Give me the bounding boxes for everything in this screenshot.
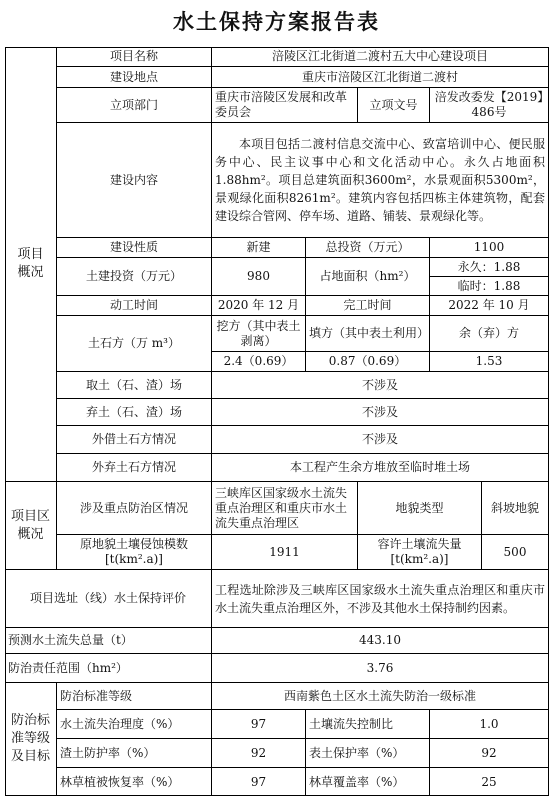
eval-label: 项目选址（线）水土保持评价 — [5, 570, 212, 628]
start-value: 2020 年 12 月 — [212, 296, 306, 316]
dept-label: 立项部门 — [57, 88, 212, 123]
t1-value: 97 — [212, 710, 306, 739]
content-value: 本项目包括二渡村信息交流中心、致富培训中心、便民服务中心、民主议事中心和文化活动中心。永久占地面积1.88hm²。项目总建筑面积3600m²，水景观面积5300m²，景观绿化面积8261m²。建筑内容包括四栋主体建筑物，配套建设综合管网、停车场、道路、铺装、景观绿化等。 — [212, 123, 549, 238]
fill-value: 0.87（0.69） — [306, 352, 430, 372]
ext-spoil-value: 本工程产生余方堆放至临时堆土场 — [212, 454, 549, 482]
eval-value: 工程选址除涉及三峡库区国家级水土流失重点治理区和重庆市水土流失重点治理区外，不涉及其他水土保持制约因素。 — [212, 570, 549, 628]
allow-label: 容许土壤流失量[t(km².a)] — [358, 535, 482, 570]
content-label: 建设内容 — [57, 123, 212, 238]
section-standard: 防治标准等级及目标 — [5, 683, 57, 796]
erosion-label: 原地貌土壤侵蚀模数[t(km².a)] — [57, 535, 212, 570]
key-zone-label: 涉及重点防治区情况 — [57, 482, 212, 535]
nature-label: 建设性质 — [57, 238, 212, 258]
landform-label: 地貌类型 — [358, 482, 482, 535]
landform-value: 斜坡地貌 — [482, 482, 549, 535]
ext-spoil-label: 外弃土石方情况 — [57, 454, 212, 482]
temp-area: 临时：1.88 — [430, 277, 549, 296]
dept-value: 重庆市涪陵区发展和改革委员会 — [212, 88, 358, 123]
t5-label: 林草植被恢复率（%） — [57, 768, 212, 796]
invest-label: 总投资（万元） — [306, 238, 430, 258]
end-value: 2022 年 10 月 — [430, 296, 549, 316]
t6-label: 林草覆盖率（%） — [306, 768, 430, 796]
t6-value: 25 — [430, 768, 549, 796]
section-area: 项目区概况 — [5, 482, 57, 570]
t5-value: 97 — [212, 768, 306, 796]
std-level-value: 西南紫色土区水土流失防治一级标准 — [212, 683, 549, 710]
allow-value: 500 — [482, 535, 549, 570]
key-zone-value: 三峡库区国家级水土流失重点治理区和重庆市水土流失重点治理区 — [212, 482, 358, 535]
pred-label: 预测水土流失总量（t） — [5, 628, 212, 654]
project-name-label: 项目名称 — [57, 47, 212, 67]
resp-value: 3.76 — [212, 654, 549, 683]
nature-value: 新建 — [212, 238, 306, 258]
ext-borrow-value: 不涉及 — [212, 426, 549, 454]
perm-area: 永久：1.88 — [430, 258, 549, 277]
borrow-value: 不涉及 — [212, 372, 549, 399]
invest-value: 1100 — [430, 238, 549, 258]
cut-label: 挖方（其中表土剥离） — [212, 316, 306, 352]
location-label: 建设地点 — [57, 67, 212, 88]
end-label: 完工时间 — [306, 296, 430, 316]
t3-label: 渣土防护率（%） — [57, 739, 212, 768]
std-level-label: 防治标准等级 — [57, 683, 212, 710]
t2-value: 1.0 — [430, 710, 549, 739]
t4-value: 92 — [430, 739, 549, 768]
location-value: 重庆市涪陵区江北街道二渡村 — [212, 67, 549, 88]
t4-label: 表土保护率（%） — [306, 739, 430, 768]
civil-label: 土建投资（万元） — [57, 258, 212, 296]
ext-borrow-label: 外借土石方情况 — [57, 426, 212, 454]
waste-value: 1.53 — [430, 352, 549, 372]
waste-label: 余（弃）方 — [430, 316, 549, 352]
t1-label: 水土流失治理度（%） — [57, 710, 212, 739]
area-label: 占地面积（hm²） — [306, 258, 430, 296]
start-label: 动工时间 — [57, 296, 212, 316]
t2-label: 土壤流失控制比 — [306, 710, 430, 739]
civil-value: 980 — [212, 258, 306, 296]
earth-label: 土石方（万 m³） — [57, 316, 212, 372]
docno-label: 立项文号 — [358, 88, 430, 123]
spoil-label: 弃土（石、渣）场 — [57, 399, 212, 426]
resp-label: 防治责任范围（hm²） — [5, 654, 212, 683]
fill-label: 填方（其中表土利用） — [306, 316, 430, 352]
borrow-label: 取土（石、渣）场 — [57, 372, 212, 399]
t3-value: 92 — [212, 739, 306, 768]
spoil-value: 不涉及 — [212, 399, 549, 426]
docno-value: 涪发改委发【2019】486号 — [430, 88, 549, 123]
erosion-value: 1911 — [212, 535, 358, 570]
cut-value: 2.4（0.69） — [212, 352, 306, 372]
section-overview: 项目概况 — [5, 47, 57, 482]
project-name-value: 涪陵区江北街道二渡村五大中心建设项目 — [212, 47, 549, 67]
pred-value: 443.10 — [212, 628, 549, 654]
page-title: 水土保持方案报告表 — [173, 9, 380, 34]
